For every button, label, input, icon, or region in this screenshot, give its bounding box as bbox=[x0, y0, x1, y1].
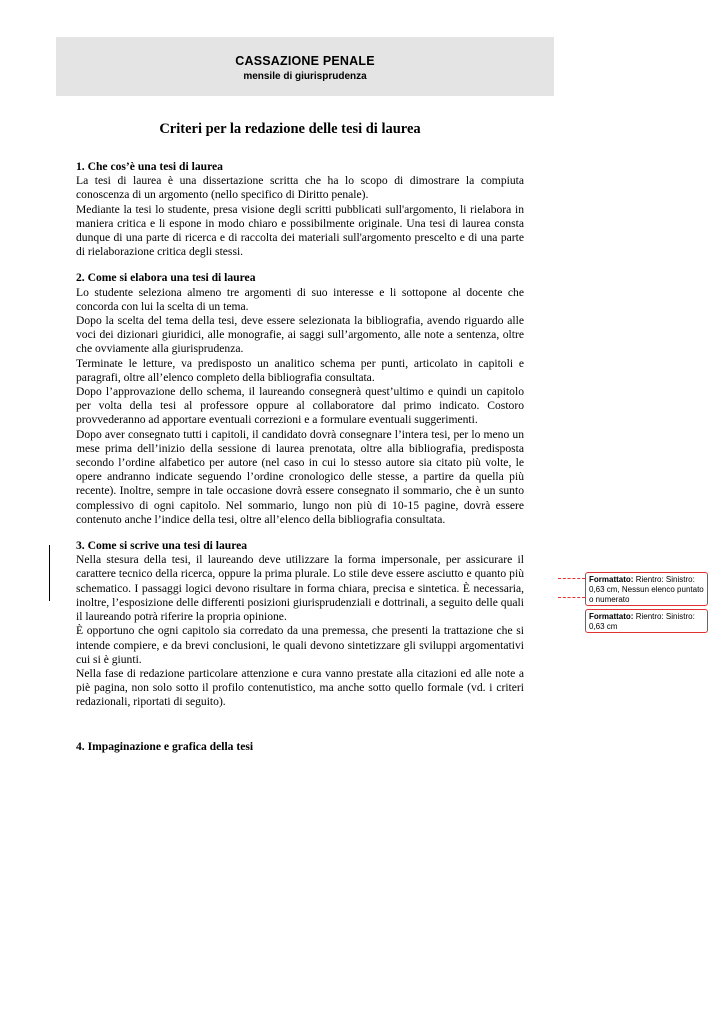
format-comment-balloon[interactable] bbox=[585, 572, 708, 606]
paragraph: Dopo aver consegnato tutti i capitoli, il candidato dovrà consegnare l’intera tesi, per lo meno un mese prima dell’inizio della sessione di laurea prenotata, oltre alla bibliografia, predisposta secondo l’ordine alfabetico per autore (nel caso in cui lo stesso autore sia citato più volte, le opere andranno indicate seguendo l’ordine cronologico delle stesse, a partire da quella più recente). Inoltre, sempre in tale occasione dovrà essere consegnato il sommario, che è un sunto complessivo di ogni capitolo. Nel sommario, lungo non più di 10-15 pagine, dovrà essere contenuto anche l’indice della tesi, oltre all’elenco della bibliografia consultata. bbox=[76, 427, 524, 526]
paragraph: Lo studente seleziona almeno tre argomenti di suo interesse e li sottopone al docente che concorda con lui la scelta di un tema. bbox=[76, 285, 524, 313]
paragraph: Dopo l’approvazione dello schema, il laureando consegnerà quest’ultimo e quindi un capitolo per volta della tesi al professore oppure al collaboratore dal primo indicato. Costoro provvederanno ad apportare eventuali correzioni e a formulare eventuali suggerimenti. bbox=[76, 385, 524, 427]
comment-leader bbox=[558, 578, 585, 579]
paragraph: Nella stesura della tesi, il laureando deve utilizzare la forma impersonale, per assicurare il carattere tecnico della ricerca, oppure la prima plurale. Lo stile deve essere asciutto e quanto più schematico. I passaggi logici devono risultare in forma chiara, precisa e sintetica. È necessaria, inoltre, l’esposizione delle differenti posizioni giurisprudenziali e dottrinali, a seguito delle quali il laureando potrà riferire la propria opinione. bbox=[76, 553, 524, 624]
paragraph: Dopo la scelta del tema della tesi, deve essere selezionata la bibliografia, avendo riguardo alle voci dei dizionari giuridici, alle monografie, ai saggi sull’argomento, alle note a sentenza, oltre che ovviamente alla giurisprudenza. bbox=[76, 314, 524, 356]
paragraph: Nella fase di redazione particolare attenzione e cura vanno prestate alla citazioni ed alle note a piè pagina, non solo sotto il profilo contenutistico, ma anche sotto quello formale (vd. i criteri redazionali, riportati di seguito). bbox=[76, 666, 524, 709]
section-heading: 3. Come si scrive una tesi di laurea bbox=[76, 539, 248, 553]
format-comment-balloon[interactable] bbox=[585, 609, 708, 633]
change-bar bbox=[49, 545, 50, 601]
comment-label: Formattato: bbox=[589, 575, 634, 584]
comment-text: Rientro: Sinistro: 0,63 cm, Nessun elenco puntato o numerato bbox=[589, 575, 704, 604]
paragraph: È opportuno che ogni capitolo sia corredato da una premessa, che presenti la trattazione che si intende compiere, e da brevi conclusioni, le quali devono sintetizzare gli sviluppi argomentativi cui si è giunti. bbox=[76, 624, 524, 666]
comment-text: Rientro: Sinistro: 0,63 cm bbox=[589, 612, 695, 631]
section-heading: 2. Come si elabora una tesi di laurea bbox=[76, 271, 256, 285]
journal-masthead bbox=[56, 37, 554, 96]
comment-leader bbox=[558, 597, 585, 598]
paragraph: La tesi di laurea è una dissertazione scritta che ha lo scopo di dimostrare la compiuta conoscenza di un argomento (nello specifico di Diritto penale). bbox=[76, 174, 524, 202]
section-heading: 4. Impaginazione e grafica della tesi bbox=[76, 739, 254, 753]
comment-label: Formattato: bbox=[589, 612, 634, 621]
journal-subtitle: mensile di giurisprudenza bbox=[243, 71, 367, 82]
paragraph: Mediante la tesi lo studente, presa visione degli scritti pubblicati sull'argomento, li rielabora in maniera critica e li espone in modo chiaro e possibilmente originale. Una tesi di laurea consta dunque di una parte di ricerca e di raccolta dei materiali sull'argomento prescelto e di una parte di rielaborazione critica degli stessi. bbox=[76, 202, 524, 259]
journal-title: CASSAZIONE PENALE bbox=[235, 54, 375, 68]
document-body bbox=[76, 160, 524, 754]
document-title: Criteri per la redazione delle tesi di laurea bbox=[159, 121, 421, 137]
paragraph: Terminate le letture, va predisposto un analitico schema per punti, articolato in capitoli e paragrafi, oltre all’elenco completo della bibliografia consultata. bbox=[76, 356, 524, 384]
section-heading: 1. Che cos’è una tesi di laurea bbox=[76, 160, 223, 173]
